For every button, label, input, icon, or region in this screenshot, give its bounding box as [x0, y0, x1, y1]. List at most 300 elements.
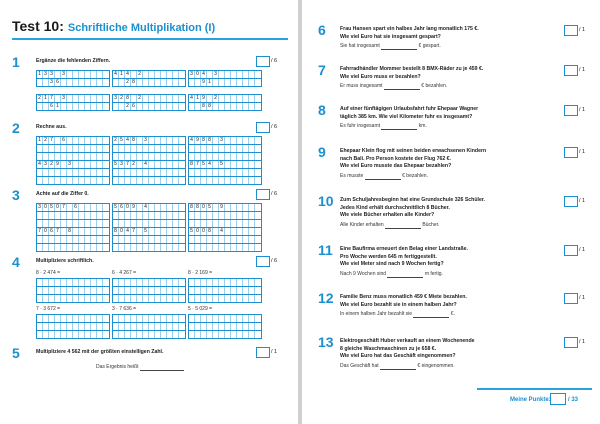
- task-12-text-line: Familie Benz muss monatlich 459 € Miete bezahlen.: [340, 294, 467, 300]
- grid-cell[interactable]: [103, 161, 109, 168]
- answer-blank[interactable]: [385, 223, 421, 229]
- grid-cell[interactable]: 2: [37, 95, 43, 102]
- score-max-4: / 6: [271, 258, 278, 264]
- task-3-grid-4[interactable]: [36, 227, 110, 252]
- grid-cell[interactable]: 8: [195, 204, 201, 211]
- answer-blank[interactable]: [384, 84, 420, 90]
- score-box-3[interactable]: [256, 189, 270, 200]
- task-number-1: 1: [12, 54, 20, 70]
- answer-prefix: Es musste: [340, 172, 365, 179]
- grid-cell[interactable]: [103, 103, 109, 110]
- task-1-grid-2[interactable]: [112, 70, 186, 87]
- grid-cell[interactable]: 6: [61, 137, 67, 144]
- grid-cell[interactable]: [255, 177, 261, 184]
- task-8-answer: [340, 123, 427, 130]
- score-box-13[interactable]: [564, 337, 578, 348]
- grid-row: [37, 315, 109, 322]
- grid-cell[interactable]: 5: [207, 204, 213, 211]
- grid-cell[interactable]: [255, 137, 261, 144]
- grid-cell[interactable]: 7: [49, 95, 55, 102]
- grid-cell[interactable]: 1: [55, 103, 61, 110]
- grid-cell[interactable]: 3: [61, 95, 67, 102]
- grid-row: [37, 322, 109, 330]
- grid-cell[interactable]: [103, 145, 109, 152]
- grid-cell[interactable]: 0: [195, 71, 201, 78]
- grid-row: [113, 330, 185, 338]
- grid-cell[interactable]: [103, 177, 109, 184]
- task-3-grid-5[interactable]: [112, 227, 186, 252]
- grid-cell[interactable]: 8: [189, 161, 195, 168]
- answer-prefix: Das Geschäft hat: [340, 362, 381, 369]
- task-text-5: Multipliziere 4 562 mit der größten einstelligen Zahl.: [36, 349, 164, 355]
- grid-row: [189, 161, 261, 168]
- grid-cell[interactable]: 1: [119, 71, 125, 78]
- task-number-8: 8: [318, 102, 326, 118]
- grid-cell[interactable]: [179, 295, 185, 302]
- grid-cell[interactable]: 5: [49, 204, 55, 211]
- grid-row: [37, 279, 109, 286]
- grid-row: [113, 315, 185, 322]
- grid-cell[interactable]: 8: [189, 204, 195, 211]
- grid-cell[interactable]: [103, 204, 109, 211]
- grid-cell[interactable]: 7: [37, 228, 43, 235]
- grid-cell[interactable]: 3: [49, 71, 55, 78]
- grid-cell[interactable]: 8: [131, 79, 137, 86]
- grid-cell[interactable]: [179, 95, 185, 102]
- grid-cell[interactable]: [255, 220, 261, 227]
- answer-suffix: € gespart.: [417, 43, 441, 49]
- task-4-grid-4[interactable]: [36, 314, 110, 339]
- grid-cell[interactable]: [255, 287, 261, 294]
- answer-blank[interactable]: [365, 174, 401, 180]
- grid-cell[interactable]: [179, 204, 185, 211]
- grid-cell[interactable]: [255, 79, 261, 86]
- answer-blank[interactable]: [381, 124, 417, 130]
- score-box-6[interactable]: [564, 25, 578, 36]
- grid-cell[interactable]: [179, 212, 185, 219]
- grid-cell[interactable]: [103, 153, 109, 160]
- score-box-8[interactable]: [564, 105, 578, 116]
- grid-cell[interactable]: 0: [125, 204, 131, 211]
- grid-row: [189, 204, 261, 211]
- task-text-1: Ergänze die fehlenden Ziffern.: [36, 58, 111, 64]
- grid-row: [113, 168, 185, 176]
- grid-cell[interactable]: [103, 323, 109, 330]
- grid-cell[interactable]: [179, 228, 185, 235]
- grid-cell[interactable]: [179, 177, 185, 184]
- grid-cell[interactable]: 8: [125, 95, 131, 102]
- grid-cell[interactable]: [255, 103, 261, 110]
- grid-cell[interactable]: 0: [43, 228, 49, 235]
- task-3-grid-6[interactable]: [188, 227, 262, 252]
- task-1-grid-6[interactable]: [188, 94, 262, 111]
- grid-cell[interactable]: 3: [119, 161, 125, 168]
- grid-cell[interactable]: 9: [201, 95, 207, 102]
- grid-cell[interactable]: 4: [125, 228, 131, 235]
- grid-cell[interactable]: 9: [201, 79, 207, 86]
- task-5-answer-blank[interactable]: [140, 365, 184, 371]
- grid-cell[interactable]: 3: [43, 161, 49, 168]
- grid-row: [113, 71, 185, 78]
- task-7-answer: [340, 83, 447, 90]
- score-max-10: / 1: [579, 198, 586, 204]
- grid-cell[interactable]: 6: [119, 204, 125, 211]
- grid-cell[interactable]: 3: [219, 137, 225, 144]
- grid-cell[interactable]: 8: [67, 228, 73, 235]
- answer-suffix: km.: [417, 123, 427, 129]
- footer-points-box[interactable]: [550, 393, 566, 405]
- grid-cell[interactable]: [255, 323, 261, 330]
- grid-cell[interactable]: 4: [189, 137, 195, 144]
- grid-row: [37, 161, 109, 168]
- grid-cell[interactable]: 4: [207, 161, 213, 168]
- task-13-text-line: Elektrogeschäft Huber verkauft an einem Wochenende: [340, 338, 475, 344]
- grid-cell[interactable]: [103, 137, 109, 144]
- grid-cell[interactable]: 5: [219, 161, 225, 168]
- grid-cell[interactable]: 4: [201, 71, 207, 78]
- grid-cell[interactable]: 2: [119, 95, 125, 102]
- grid-cell[interactable]: [179, 323, 185, 330]
- grid-cell[interactable]: [255, 145, 261, 152]
- grid-row: [113, 219, 185, 227]
- footer-rule: [477, 388, 592, 390]
- answer-prefix: Nach 9 Wochen sind: [340, 270, 388, 277]
- grid-cell[interactable]: [103, 295, 109, 302]
- grid-cell[interactable]: [255, 315, 261, 322]
- task-2-grid-6[interactable]: [188, 160, 262, 185]
- answer-blank[interactable]: [381, 44, 417, 50]
- answer-prefix: In einem halben Jahr bezahlt sie: [340, 311, 414, 317]
- answer-blank[interactable]: [387, 272, 423, 278]
- task-number-12: 12: [318, 290, 334, 306]
- grid-cell[interactable]: [255, 212, 261, 219]
- task-11-text-line: Pro Woche werden 645 m fertiggestellt.: [340, 253, 437, 260]
- score-box-10[interactable]: [564, 196, 578, 207]
- grid-cell[interactable]: [103, 244, 109, 251]
- score-box-5[interactable]: [256, 347, 270, 358]
- grid-cell[interactable]: 4: [219, 228, 225, 235]
- grid-cell[interactable]: 7: [49, 137, 55, 144]
- grid-cell[interactable]: [103, 331, 109, 338]
- grid-row: [189, 243, 261, 251]
- task-text-3: Achte auf die Ziffer 0.: [36, 191, 89, 197]
- task-4-grid-5[interactable]: [112, 314, 186, 339]
- grid-cell[interactable]: [103, 228, 109, 235]
- grid-cell[interactable]: [103, 279, 109, 286]
- grid-cell[interactable]: 2: [131, 161, 137, 168]
- grid-row: [189, 330, 261, 338]
- answer-suffix: € eingenommen.: [416, 362, 455, 369]
- grid-row: [37, 211, 109, 219]
- grid-cell[interactable]: [179, 279, 185, 286]
- grid-row: [189, 102, 261, 110]
- grid-cell[interactable]: [179, 236, 185, 243]
- grid-cell[interactable]: [103, 220, 109, 227]
- score-box-11[interactable]: [564, 245, 578, 256]
- grid-cell[interactable]: 8: [113, 228, 119, 235]
- grid-cell[interactable]: [103, 95, 109, 102]
- grid-cell[interactable]: [255, 236, 261, 243]
- grid-cell[interactable]: 3: [113, 95, 119, 102]
- grid-cell[interactable]: [255, 71, 261, 78]
- task-1-grid-4[interactable]: [36, 94, 110, 111]
- grid-row: [189, 176, 261, 184]
- grid-cell[interactable]: 3: [61, 71, 67, 78]
- grid-cell[interactable]: 0: [201, 204, 207, 211]
- task-4-expression: 8 · 2 474 =: [36, 270, 61, 276]
- grid-cell[interactable]: 5: [113, 204, 119, 211]
- task-number-4: 4: [12, 254, 20, 270]
- grid-cell[interactable]: 7: [55, 228, 61, 235]
- score-max-13: / 1: [579, 339, 586, 345]
- grid-row: [37, 152, 109, 160]
- answer-prefix: Er muss insgesamt: [340, 83, 384, 89]
- answer-prefix: Es fuhr insgesamt: [340, 123, 382, 129]
- grid-cell[interactable]: [179, 153, 185, 160]
- grid-cell[interactable]: 4: [189, 95, 195, 102]
- grid-cell[interactable]: 2: [125, 103, 131, 110]
- grid-cell[interactable]: [255, 279, 261, 286]
- grid-cell[interactable]: 8: [207, 228, 213, 235]
- score-max-6: / 1: [579, 27, 586, 33]
- grid-row: [113, 102, 185, 110]
- answer-blank[interactable]: [380, 364, 416, 370]
- answer-suffix: € bezahlen.: [419, 83, 448, 89]
- grid-cell[interactable]: [179, 220, 185, 227]
- grid-cell[interactable]: 6: [73, 204, 79, 211]
- grid-cell[interactable]: 8: [201, 137, 207, 144]
- grid-cell[interactable]: 5: [119, 137, 125, 144]
- grid-cell[interactable]: 4: [125, 137, 131, 144]
- grid-row: [189, 137, 261, 144]
- task-10-text-line: Zum Schuljahresbeginn hat eine Grundschule 326 Schüler.: [340, 197, 485, 203]
- grid-row: [113, 228, 185, 235]
- grid-cell[interactable]: [179, 137, 185, 144]
- grid-cell[interactable]: 2: [137, 95, 143, 102]
- grid-cell[interactable]: 0: [201, 228, 207, 235]
- grid-cell[interactable]: 8: [207, 103, 213, 110]
- grid-cell[interactable]: [179, 79, 185, 86]
- grid-cell[interactable]: 4: [113, 71, 119, 78]
- grid-row: [189, 152, 261, 160]
- task-6-answer: [340, 43, 441, 50]
- grid-cell[interactable]: [103, 236, 109, 243]
- grid-row: [37, 219, 109, 227]
- task-13-answer: [340, 363, 455, 370]
- grid-cell[interactable]: 6: [55, 79, 61, 86]
- task-1-grid-1[interactable]: [36, 70, 110, 87]
- grid-cell[interactable]: 8: [201, 103, 207, 110]
- grid-cell[interactable]: 6: [131, 103, 137, 110]
- grid-row: [37, 95, 109, 102]
- grid-cell[interactable]: 7: [125, 161, 131, 168]
- grid-cell[interactable]: 3: [143, 137, 149, 144]
- grid-cell[interactable]: 5: [143, 228, 149, 235]
- grid-cell[interactable]: [179, 287, 185, 294]
- grid-cell[interactable]: [255, 244, 261, 251]
- task-4-grid-1[interactable]: [36, 278, 110, 303]
- grid-cell[interactable]: 7: [195, 161, 201, 168]
- grid-row: [37, 71, 109, 78]
- grid-row: [37, 102, 109, 110]
- grid-row: [37, 137, 109, 144]
- task-4-expression: 7 · 3 672 =: [36, 306, 61, 312]
- task-3-grid-3[interactable]: [188, 203, 262, 228]
- grid-cell[interactable]: [103, 169, 109, 176]
- grid-cell[interactable]: 1: [37, 71, 43, 78]
- grid-cell[interactable]: [103, 212, 109, 219]
- grid-cell[interactable]: 1: [43, 95, 49, 102]
- grid-cell[interactable]: [179, 315, 185, 322]
- task-3-grid-2[interactable]: [112, 203, 186, 228]
- task-2-grid-2[interactable]: [112, 136, 186, 161]
- task-2-grid-5[interactable]: [112, 160, 186, 185]
- grid-cell[interactable]: [255, 153, 261, 160]
- grid-cell[interactable]: 9: [55, 161, 61, 168]
- footer-points-total: / 33: [568, 397, 579, 403]
- grid-cell[interactable]: 2: [113, 137, 119, 144]
- grid-cell[interactable]: 7: [61, 204, 67, 211]
- grid-row: [113, 95, 185, 102]
- title-rule: [12, 38, 288, 40]
- grid-cell[interactable]: [179, 331, 185, 338]
- grid-cell[interactable]: [179, 71, 185, 78]
- grid-row: [37, 144, 109, 152]
- task-1-grid-3[interactable]: [188, 70, 262, 87]
- grid-cell[interactable]: 3: [189, 71, 195, 78]
- score-box-4[interactable]: [256, 256, 270, 267]
- grid-row: [189, 235, 261, 243]
- score-box-7[interactable]: [564, 65, 578, 76]
- grid-cell[interactable]: 2: [213, 95, 219, 102]
- task-4-grid-3[interactable]: [188, 278, 262, 303]
- grid-cell[interactable]: [179, 169, 185, 176]
- grid-cell[interactable]: [179, 244, 185, 251]
- grid-cell[interactable]: 2: [137, 71, 143, 78]
- grid-cell[interactable]: 6: [49, 103, 55, 110]
- score-box-2[interactable]: [256, 122, 270, 133]
- task-2-grid-3[interactable]: [188, 136, 262, 161]
- grid-cell[interactable]: 8: [131, 137, 137, 144]
- task-2-grid-1[interactable]: [36, 136, 110, 161]
- score-max-7: / 1: [579, 67, 586, 73]
- task-6-text-line: Frau Hansen spart ein halbes Jahr lang monatlich 175 €.: [340, 26, 479, 32]
- grid-cell[interactable]: 4: [143, 161, 149, 168]
- grid-cell[interactable]: [255, 295, 261, 302]
- task-4-grid-6[interactable]: [188, 314, 262, 339]
- grid-row: [189, 168, 261, 176]
- grid-cell[interactable]: [179, 161, 185, 168]
- task-4-grid-2[interactable]: [112, 278, 186, 303]
- grid-cell[interactable]: 1: [207, 79, 213, 86]
- score-box-12[interactable]: [564, 293, 578, 304]
- grid-row: [189, 294, 261, 302]
- score-max-9: / 1: [579, 149, 586, 155]
- grid-cell[interactable]: 3: [213, 71, 219, 78]
- grid-cell[interactable]: [103, 71, 109, 78]
- grid-cell[interactable]: 9: [195, 137, 201, 144]
- grid-cell[interactable]: 3: [49, 79, 55, 86]
- grid-cell[interactable]: 2: [49, 161, 55, 168]
- grid-cell[interactable]: 1: [195, 95, 201, 102]
- score-box-9[interactable]: [564, 147, 578, 158]
- grid-cell[interactable]: [255, 204, 261, 211]
- grid-cell[interactable]: 3: [67, 161, 73, 168]
- grid-cell[interactable]: [255, 161, 261, 168]
- grid-row: [113, 152, 185, 160]
- grid-cell[interactable]: 5: [113, 161, 119, 168]
- grid-cell[interactable]: 2: [125, 79, 131, 86]
- grid-cell[interactable]: 4: [125, 71, 131, 78]
- grid-cell[interactable]: 7: [131, 228, 137, 235]
- grid-cell[interactable]: [255, 95, 261, 102]
- right-page: [302, 0, 600, 424]
- task-10-answer: [340, 222, 439, 229]
- grid-cell[interactable]: [103, 287, 109, 294]
- grid-row: [113, 204, 185, 211]
- task-3-grid-1[interactable]: [36, 203, 110, 228]
- grid-row: [37, 204, 109, 211]
- task-9-text-line: Wie viel Euro musste das Ehepaar bezahlen?: [340, 163, 452, 169]
- grid-cell[interactable]: 4: [37, 161, 43, 168]
- grid-cell[interactable]: [103, 79, 109, 86]
- answer-blank[interactable]: [413, 312, 449, 318]
- task-4-expression: 5 · 5 029 =: [188, 306, 213, 312]
- grid-row: [189, 219, 261, 227]
- grid-cell[interactable]: 5: [201, 161, 207, 168]
- grid-row: [189, 144, 261, 152]
- grid-row: [37, 235, 109, 243]
- grid-cell[interactable]: 1: [37, 137, 43, 144]
- grid-cell[interactable]: 5: [189, 228, 195, 235]
- grid-cell[interactable]: 9: [219, 204, 225, 211]
- grid-cell[interactable]: 3: [37, 204, 43, 211]
- grid-cell[interactable]: 0: [195, 228, 201, 235]
- task-1-grid-5[interactable]: [112, 94, 186, 111]
- grid-cell[interactable]: [255, 228, 261, 235]
- grid-cell[interactable]: 8: [207, 137, 213, 144]
- left-page: [0, 0, 298, 424]
- grid-cell[interactable]: 9: [131, 204, 137, 211]
- grid-cell[interactable]: [179, 103, 185, 110]
- task-2-grid-4[interactable]: [36, 160, 110, 185]
- grid-cell[interactable]: 6: [49, 228, 55, 235]
- grid-cell[interactable]: 2: [43, 137, 49, 144]
- task-8-text-line: Auf einer fünftägigen Urlaubsfahrt fuhr Ehepaar Wagner: [340, 106, 479, 112]
- grid-cell[interactable]: [179, 145, 185, 152]
- grid-cell[interactable]: [255, 169, 261, 176]
- answer-suffix: € bezahlen.: [400, 172, 428, 179]
- grid-cell[interactable]: [255, 331, 261, 338]
- grid-row: [113, 211, 185, 219]
- grid-row: [113, 137, 185, 144]
- grid-cell[interactable]: [103, 315, 109, 322]
- grid-cell[interactable]: 0: [43, 204, 49, 211]
- task-5-answer: [96, 364, 184, 371]
- grid-cell[interactable]: 0: [119, 228, 125, 235]
- grid-cell[interactable]: 4: [143, 204, 149, 211]
- grid-cell[interactable]: 3: [43, 71, 49, 78]
- task-number-2: 2: [12, 120, 20, 136]
- task-11-text-line: Wie viel Meter sind nach 9 Wochen fertig?: [340, 261, 444, 267]
- grid-row: [189, 322, 261, 330]
- grid-row: [37, 176, 109, 184]
- score-box-1[interactable]: [256, 56, 270, 67]
- test-title-subtitle: Schriftliche Multiplikation (I): [67, 22, 216, 34]
- task-4-expression: 3 · 7 636 =: [112, 306, 137, 312]
- grid-row: [37, 78, 109, 86]
- grid-cell[interactable]: 0: [55, 204, 61, 211]
